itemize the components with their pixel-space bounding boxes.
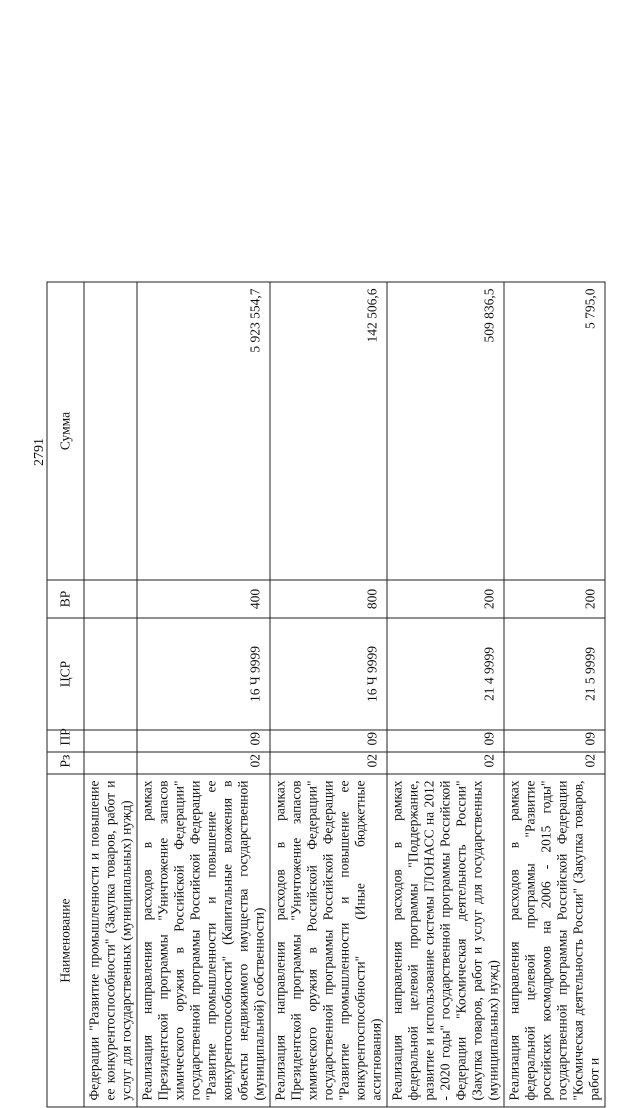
row-sum: 142 506,6	[270, 282, 387, 580]
row-rz	[84, 752, 137, 774]
table-row	[137, 282, 270, 1107]
page-number: 2791	[32, 438, 47, 466]
row-name: Реализация направления расходов в рамках Президентской программы "Уничтожение запасов химического оружия в Российской Федерации" государственной программы Российской Федерации "Развитие промышленности и повышение ее конкурентоспособности" (Капитальные вложения в объекты недвижимого имущества государственной (муниципальной) собственности)	[137, 774, 270, 1107]
row-vr: 200	[504, 580, 605, 618]
table-row	[504, 282, 605, 1107]
row-sum: 509 836,5	[387, 282, 504, 580]
row-vr: 800	[270, 580, 387, 618]
table-header-row	[47, 282, 84, 1107]
row-csr: 16 Ч 9999	[270, 618, 387, 730]
column-header-vr: ВР	[47, 580, 84, 618]
column-header-sum: Сумма	[47, 282, 84, 580]
column-header-pr: ПР	[47, 730, 84, 752]
row-vr	[84, 580, 137, 618]
row-name: Федерации "Развитие промышленности и повышение ее конкурентоспособности" (Закупка товаров, работ и услуг для государственных (муниципальных) нужд)	[84, 774, 137, 1107]
row-rz: 02	[504, 752, 605, 774]
row-vr: 400	[137, 580, 270, 618]
row-rz: 02	[137, 752, 270, 774]
table-row	[84, 282, 137, 1107]
row-pr: 09	[270, 730, 387, 752]
row-pr: 09	[387, 730, 504, 752]
row-vr: 200	[387, 580, 504, 618]
row-rz: 02	[270, 752, 387, 774]
row-sum	[84, 282, 137, 580]
row-csr	[84, 618, 137, 730]
row-rz: 02	[387, 752, 504, 774]
row-sum: 5 923 554,7	[137, 282, 270, 580]
table-row	[387, 282, 504, 1107]
column-header-name: Наименование	[47, 774, 84, 1107]
column-header-csr: ЦСР	[47, 618, 84, 730]
budget-table	[47, 282, 606, 1108]
row-pr	[84, 730, 137, 752]
row-pr: 09	[504, 730, 605, 752]
row-csr: 21 4 9999	[387, 618, 504, 730]
row-name: Реализация направления расходов в рамках федеральной целевой программы "Поддержание, развитие и использование системы ГЛОНАСС на 2012 - 2020 годы" государственной программы Российской Федерации "Космическая деятельность России" (Закупка товаров, работ и услуг для государственных (муниципальных) нужд)	[387, 774, 504, 1107]
row-sum: 5 795,0	[504, 282, 605, 580]
row-csr: 16 Ч 9999	[137, 618, 270, 730]
row-name: Реализация направления расходов в рамках федеральной целевой программы "Развитие российских космодромов на 2006 - 2015 годы" государственной программы Российской Федерации "Космическая деятельность России" (Закупка товаров, работ и	[504, 774, 605, 1107]
column-header-rz: Рз	[47, 752, 84, 774]
row-pr: 09	[137, 730, 270, 752]
row-csr: 21 5 9999	[504, 618, 605, 730]
row-name: Реализация направления расходов в рамках Президентской программы "Уничтожение запасов химического оружия в Российской Федерации" государственной программы Российской Федерации "Развитие промышленности и повышение ее конкурентоспособности" (Иные бюджетные ассигнования)	[270, 774, 387, 1107]
table-row	[270, 282, 387, 1107]
